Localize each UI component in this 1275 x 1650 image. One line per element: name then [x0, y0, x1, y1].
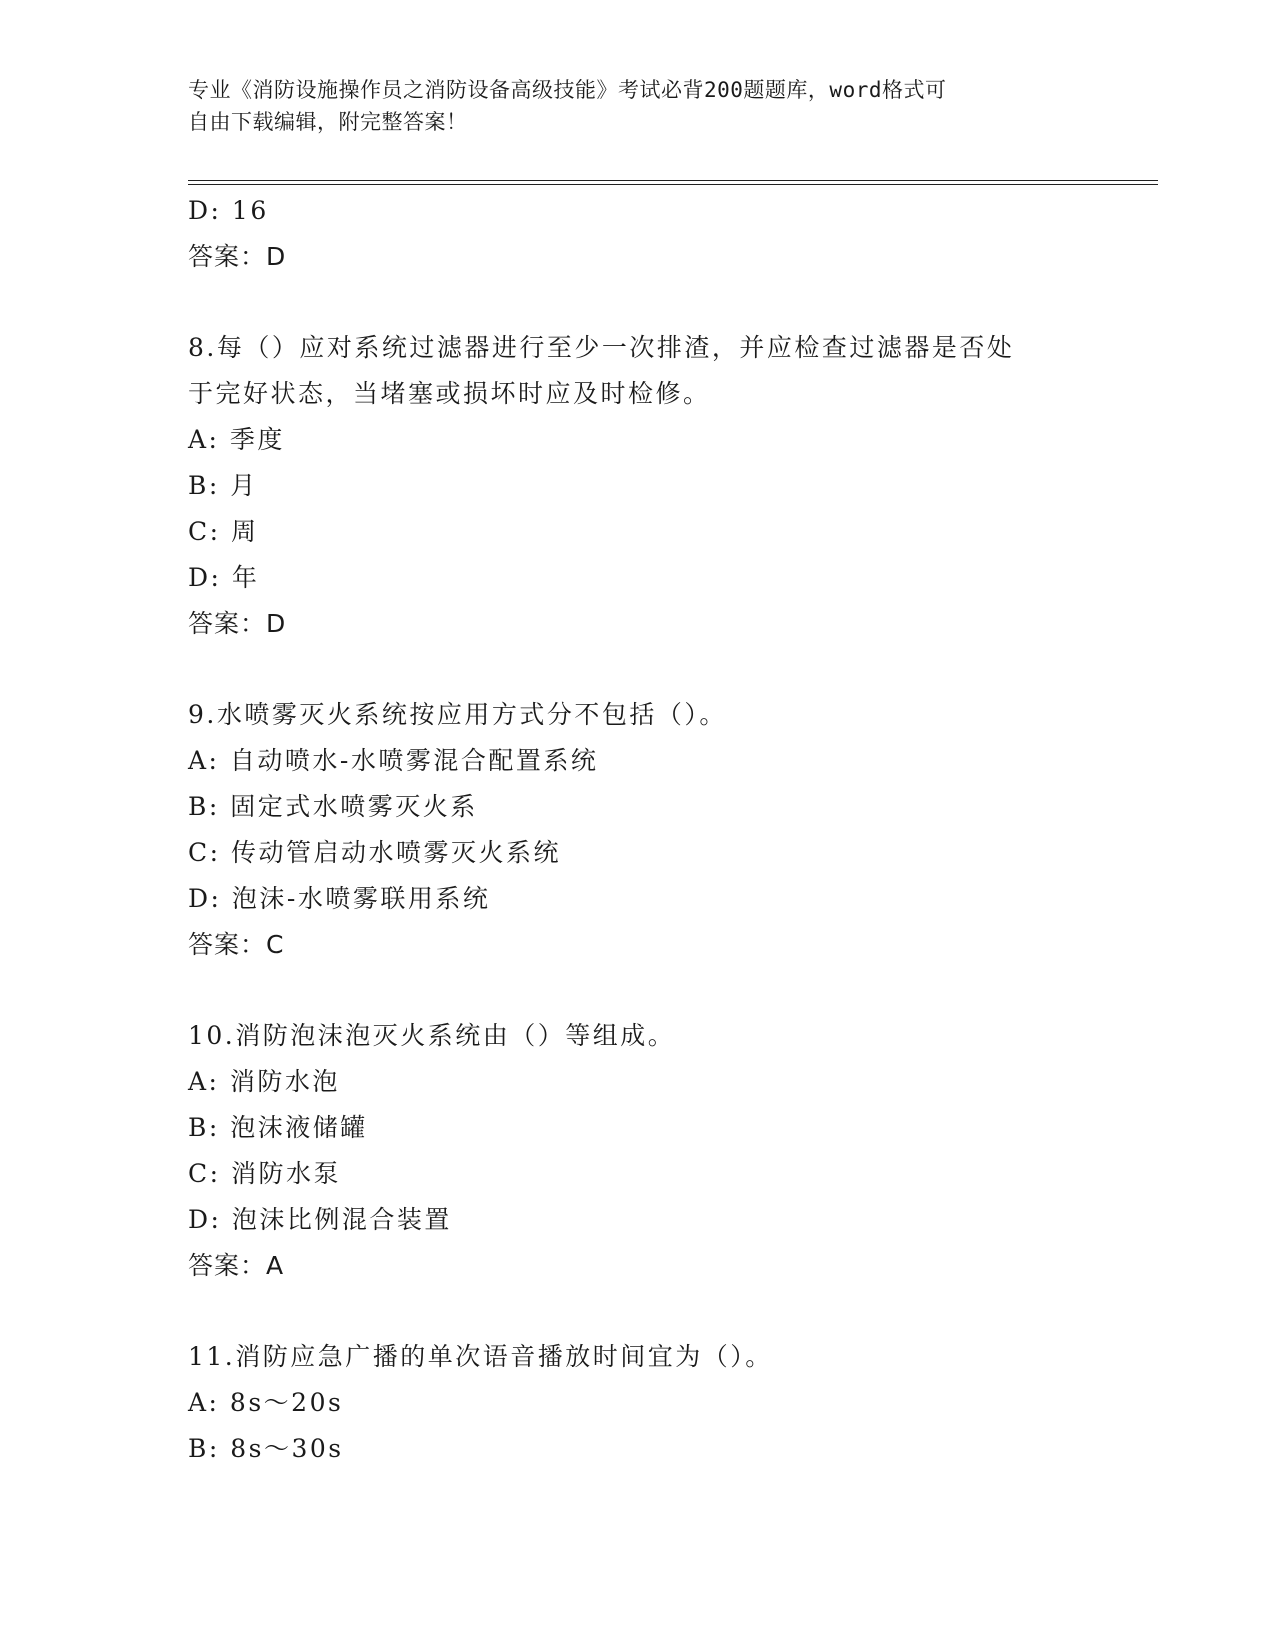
- question-text-continued: 于完好状态，当堵塞或损坏时应及时检修。: [188, 379, 711, 408]
- option-d: D: 年: [188, 563, 260, 592]
- answer-line: 答案：D: [188, 242, 287, 271]
- option-a: A: 季度: [188, 425, 285, 454]
- header-divider-top: [188, 180, 1158, 181]
- option-a: A: 消防水泡: [188, 1067, 340, 1096]
- answer-line: 答案：D: [188, 609, 287, 638]
- question-block: [188, 692, 1088, 968]
- question-text: 8.每（）应对系统过滤器进行至少一次排渣，并应检查过滤器是否处: [188, 333, 1015, 362]
- question-text: 10.消防泡沫泡灭火系统由（）等组成。: [188, 1021, 676, 1050]
- header-line-2: 自由下载编辑，附完整答案！: [188, 110, 468, 134]
- question-text: 11.消防应急广播的单次语音播放时间宜为（）。: [188, 1342, 773, 1371]
- option-a: A: 8s～20s: [188, 1388, 344, 1417]
- question-block: [188, 1013, 1088, 1289]
- option-d: D: 泡沫比例混合装置: [188, 1205, 452, 1234]
- document-body: [188, 188, 1088, 1472]
- option-b: B: 泡沫液储罐: [188, 1113, 368, 1142]
- option-c: C: 传动管启动水喷雾灭火系统: [188, 838, 561, 867]
- option-d: D: 16: [188, 196, 269, 225]
- answer-line: 答案：A: [188, 1251, 285, 1280]
- option-b: B: 8s～30s: [188, 1434, 344, 1463]
- header-divider-bottom: [188, 184, 1158, 185]
- question-block: [188, 325, 1088, 647]
- answer-line: 答案：C: [188, 930, 285, 959]
- option-b: B: 月: [188, 471, 258, 500]
- question-block: [188, 1334, 1088, 1472]
- page-header: [188, 74, 1088, 138]
- header-line-1: 专业《消防设施操作员之消防设备高级技能》考试必背200题题库，word格式可: [188, 78, 947, 102]
- option-c: C: 消防水泵: [188, 1159, 341, 1188]
- option-a: A: 自动喷水-水喷雾混合配置系统: [188, 746, 599, 775]
- option-b: B: 固定式水喷雾灭火系: [188, 792, 478, 821]
- option-c: C: 周: [188, 517, 259, 546]
- question-text: 9.水喷雾灭火系统按应用方式分不包括（）。: [188, 700, 727, 729]
- option-d: D: 泡沫-水喷雾联用系统: [188, 884, 491, 913]
